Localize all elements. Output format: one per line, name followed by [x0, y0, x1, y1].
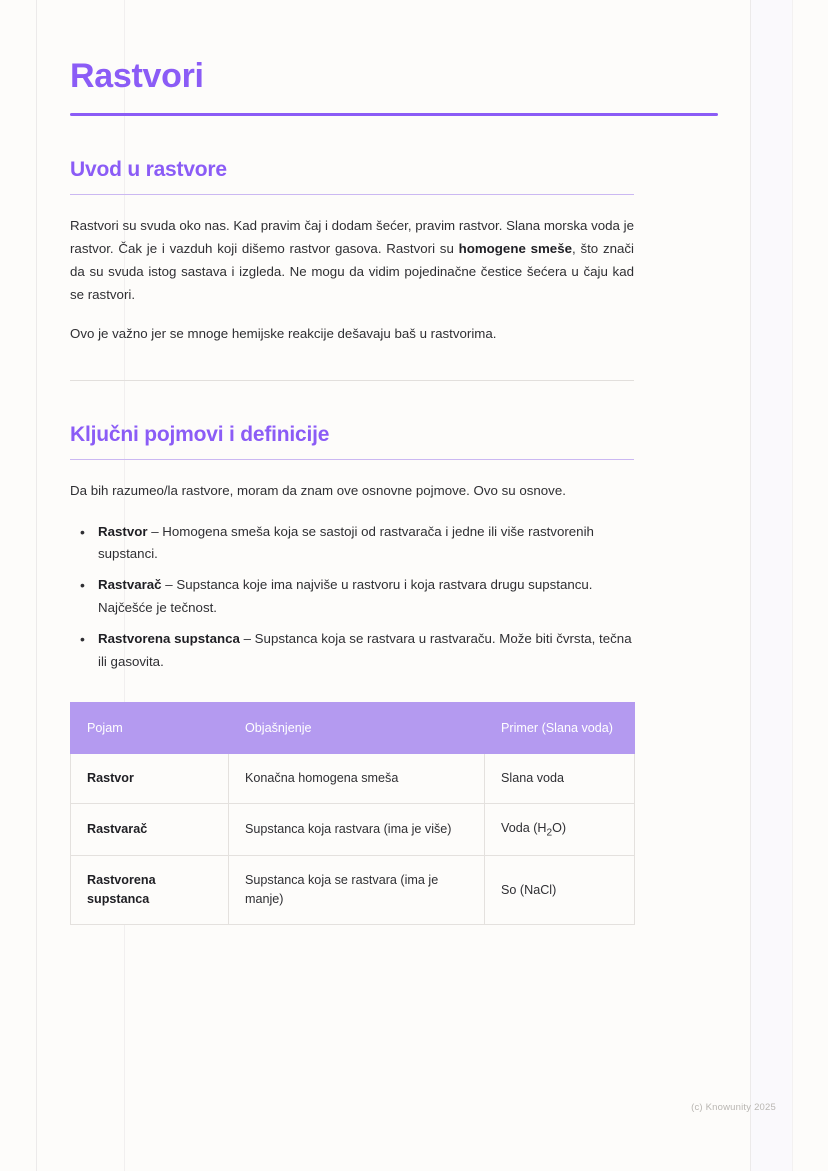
table-cell-term: Rastvor — [71, 753, 229, 803]
table-cell-explanation: Supstanca koja se rastvara (ima je manje) — [229, 856, 485, 925]
table-row — [71, 803, 635, 856]
table-header-row — [71, 702, 635, 753]
intro-paragraph-2: Ovo je važno jer se mnoge hemijske reakcije dešavaju baš u rastvorima. — [70, 325, 497, 341]
document-content — [70, 58, 634, 925]
table-cell-example: So (NaCl) — [485, 856, 635, 925]
inline-emphasis-homogene-smese: homogene smeše — [458, 241, 572, 257]
definition-text: – Supstanca koja se rastvara u rastvaraču. Može biti čvrsta, tečna ili gasovita. — [98, 630, 632, 669]
section-underline-intro — [70, 194, 634, 195]
list-item — [90, 628, 634, 674]
table-cell-explanation: Konačna homogena smeša — [229, 753, 485, 803]
subscript-2: 2 — [546, 827, 553, 839]
table-header-cell: Pojam — [71, 702, 229, 753]
terms-table — [70, 702, 635, 926]
table-header-cell: Objašnjenje — [229, 702, 485, 753]
document-sheet — [36, 36, 792, 1147]
table-row — [71, 856, 635, 925]
page-title: Rastvori — [70, 57, 204, 95]
definition-term: Rastvorena supstanca — [98, 630, 240, 646]
definition-list — [70, 521, 634, 674]
definition-term: Rastvarač — [98, 577, 162, 593]
table-cell-term: Rastvorena supstanca — [71, 856, 229, 925]
section-heading-intro: Uvod u rastvore — [70, 158, 227, 182]
footer-copyright: (c) Knowunity 2025 — [691, 1102, 776, 1113]
table-cell-explanation: Supstanca koja rastvara (ima je više) — [229, 803, 485, 856]
margin-guide-far-right — [792, 0, 793, 1171]
terms-intro-paragraph: Da bih razumeo/la rastvore, moram da znam ove osnovne pojmove. Ovo su osnove. — [70, 482, 566, 498]
definition-text: – Homogena smeša koja se sastoji od rastvarača i jedne ili više rastvorenih supstanci. — [98, 523, 594, 562]
table-cell-term: Rastvarač — [71, 803, 229, 856]
table-header-cell: Primer (Slana voda) — [485, 702, 635, 753]
list-item — [90, 574, 634, 620]
title-underline — [70, 113, 718, 116]
intro-paragraph-1: Rastvori su svuda oko nas. Kad pravim čaj i dodam šećer, pravim rastvor. Slana morska voda je rastvor. Čak je i vazduh koji dišemo rastvor gasova. Rastvori su homogene smeše, što znači da su svuda istog sastava i izgleda. Ne mogu da vidim pojedinačne čestice šećera u čaju kad se rastvori. — [70, 218, 634, 302]
section-heading-terms: Ključni pojmovi i definicije — [70, 422, 330, 446]
table-row — [71, 753, 635, 803]
list-item — [90, 521, 634, 567]
table-cell-example: Slana voda — [485, 753, 635, 803]
definition-text: – Supstanca koje ima najviše u rastvoru i koja rastvara drugu supstancu. Najčešće je tečnost. — [98, 577, 593, 616]
section-underline-terms — [70, 459, 634, 460]
section-divider — [70, 380, 634, 381]
definition-term: Rastvor — [98, 523, 148, 539]
table-cell-example: Voda $(H_2O)$ — [485, 803, 635, 856]
